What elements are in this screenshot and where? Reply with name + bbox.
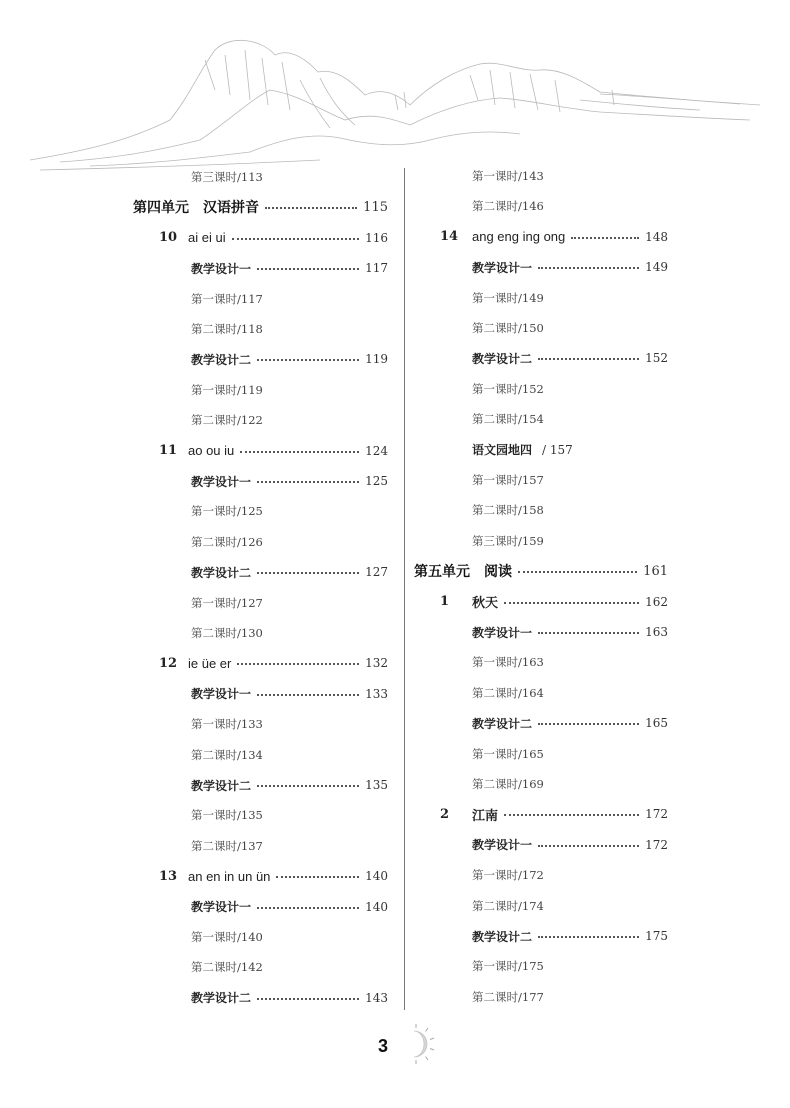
toc-page-number: 140 <box>240 930 263 944</box>
toc-page-number: 135 <box>240 808 263 823</box>
toc-entry-design <box>472 926 668 946</box>
toc-entry-period <box>191 532 263 552</box>
toc-entry-title: 第一课时/ <box>472 290 522 305</box>
toc-entry-period <box>191 410 263 430</box>
toc-entry-period <box>472 744 544 764</box>
toc-page-number: 134 <box>240 747 263 762</box>
toc-entry-design <box>191 349 388 369</box>
toc-entry-period <box>472 683 544 703</box>
toc-entry-period <box>191 623 263 643</box>
dot-leader <box>538 632 639 634</box>
lesson-number: 11 <box>159 443 178 459</box>
toc-page-number: 140 <box>365 869 388 884</box>
toc-entry-period <box>191 501 263 521</box>
toc-entry-unit <box>133 197 388 217</box>
toc-entry-period <box>191 927 263 947</box>
dot-leader <box>538 267 639 269</box>
toc-entry-title: 教学设计一 <box>472 625 533 640</box>
toc-entry-period <box>472 166 544 186</box>
toc-entry-lesson <box>159 866 388 886</box>
dot-leader <box>257 998 359 1000</box>
toc-entry-period <box>472 987 544 1007</box>
toc-page-number: 118 <box>240 322 263 336</box>
toc-entry-title: 教学设计二 <box>191 352 252 367</box>
toc-page-number: 149 <box>521 290 544 305</box>
toc-entry-period <box>472 652 544 672</box>
toc-entry-title: 教学设计一 <box>191 900 252 915</box>
dot-leader <box>276 876 359 878</box>
toc-page-number: 119 <box>240 382 263 397</box>
toc-page-number: 152 <box>645 351 668 366</box>
toc-entry-period <box>472 865 544 885</box>
dot-leader <box>538 723 639 725</box>
lesson-number: 1 <box>440 594 450 610</box>
toc-entry-title: 第一课时/ <box>191 382 241 397</box>
toc-entry-title: 语文园地四 <box>472 443 533 458</box>
toc-entry-title: 教学设计一 <box>191 261 252 276</box>
dot-leader <box>518 571 637 573</box>
toc-page-number: 133 <box>240 717 263 732</box>
toc-page-number: 137 <box>240 838 263 853</box>
dot-leader <box>538 358 639 360</box>
toc-page-number: 143 <box>521 169 544 183</box>
toc-entry-title: 教学设计一 <box>472 838 533 853</box>
lesson-number: 2 <box>440 806 450 822</box>
toc-page-number: 152 <box>521 381 544 396</box>
dot-leader <box>237 663 359 665</box>
toc-entry-period <box>191 957 263 977</box>
toc-entry-design <box>472 257 668 277</box>
toc-entry-period <box>472 379 544 399</box>
toc-page-number: 133 <box>365 686 388 701</box>
toc-entry-title: 第二课时/ <box>472 898 522 913</box>
toc-entry-title: ang eng ing ong <box>472 229 566 245</box>
toc-entry-title: 第一课时/ <box>191 595 241 610</box>
toc-entry-title: 第二课时/ <box>472 685 522 700</box>
toc-page-number: 117 <box>240 291 263 306</box>
toc-page-number: 125 <box>365 474 388 488</box>
toc-page-number: 175 <box>645 929 668 943</box>
toc-entry-design <box>191 684 388 704</box>
toc-page-number: 154 <box>521 412 544 427</box>
toc-entry-design <box>472 622 668 642</box>
toc-entry-title: 第二课时/ <box>472 321 522 335</box>
toc-entry-period <box>191 805 263 825</box>
toc-entry-title: an en in un ün <box>188 868 271 884</box>
toc-entry-title: 教学设计二 <box>472 929 533 944</box>
dot-leader <box>571 237 639 239</box>
toc-entry-title: 第二课时/ <box>191 747 241 762</box>
toc-entry-title: 第二课时/ <box>191 413 241 428</box>
dot-leader <box>257 359 359 361</box>
toc-entry-title: 秋天 <box>472 596 499 612</box>
dot-leader <box>257 694 359 696</box>
toc-page-number: 165 <box>645 716 668 731</box>
dot-leader <box>232 238 360 240</box>
toc-entry-title: 第一课时/ <box>472 655 522 670</box>
toc-entry-period <box>472 531 544 551</box>
toc-entry-title: 教学设计二 <box>472 351 533 366</box>
toc-page-number: 148 <box>645 229 668 244</box>
toc-entry-title: 第一课时/ <box>191 717 241 732</box>
toc-page-number: 126 <box>240 534 263 549</box>
toc-page-number: 172 <box>645 837 668 852</box>
toc-page-number: 162 <box>645 594 668 609</box>
toc-entry-title: 第二课时/ <box>472 989 522 1004</box>
toc-entry-title: 教学设计二 <box>191 565 252 580</box>
toc-entry-design <box>472 713 668 733</box>
toc-page-number: 172 <box>645 807 668 822</box>
toc-entry-period <box>191 745 263 765</box>
toc-entry-period <box>472 774 544 794</box>
toc-entry-design <box>472 835 668 855</box>
dot-leader <box>240 451 359 453</box>
toc-page-number: 127 <box>240 595 263 610</box>
toc-entry-title: 第一课时/ <box>472 959 522 974</box>
toc-entry-title: 第二课时/ <box>472 777 522 791</box>
toc-page-number: 119 <box>365 352 388 367</box>
toc-page-number: 113 <box>240 170 263 184</box>
toc-page-number: 143 <box>365 990 388 1005</box>
toc-entry-period <box>191 714 263 734</box>
toc-entry-period <box>191 289 263 309</box>
toc-entry-title: 第五单元 阅读 <box>414 564 512 581</box>
toc-page-number: 122 <box>240 413 263 428</box>
toc-entry-title: 教学设计一 <box>191 687 252 702</box>
dot-leader <box>538 936 639 938</box>
toc-entry-lesson <box>159 441 388 461</box>
dot-leader <box>257 572 359 574</box>
dot-leader <box>257 481 359 483</box>
toc-page-number: 115 <box>363 199 388 215</box>
toc-entry-title: 第四单元 汉语拼音 <box>133 200 259 217</box>
toc-page-number: 125 <box>240 504 263 519</box>
lesson-number: 13 <box>159 868 178 884</box>
toc-page-number: 149 <box>645 260 668 275</box>
toc-page-number: 130 <box>240 626 263 640</box>
toc-entry-period <box>191 167 263 187</box>
toc-page-number: 163 <box>521 655 544 670</box>
toc-page-number: 124 <box>365 443 388 458</box>
toc-entry-title: ao ou iu <box>188 443 235 459</box>
toc-entry-period <box>191 319 263 339</box>
toc-page-number: 172 <box>521 868 544 883</box>
column-divider <box>404 168 405 1010</box>
toc-entry-period <box>472 196 544 216</box>
lesson-number: 12 <box>159 655 178 671</box>
toc-page-number: 132 <box>365 656 388 671</box>
toc-entry-design <box>191 471 388 491</box>
toc-entry-period <box>472 956 544 976</box>
dot-leader <box>257 907 359 909</box>
toc-entry-title: 第二课时/ <box>191 838 241 853</box>
toc-entry-yuwen <box>472 440 573 460</box>
toc-page-number: 158 <box>521 503 544 518</box>
toc-page-number: 163 <box>645 625 668 639</box>
toc-entry-design <box>191 897 388 917</box>
toc-page-number: 164 <box>521 685 544 700</box>
toc-page-number: 161 <box>643 563 668 579</box>
toc-entry-lesson <box>159 228 388 248</box>
toc-entry-title: 第一课时/ <box>472 868 522 883</box>
toc-page-number: 157 <box>521 473 544 487</box>
toc-entry-title: 第一课时/ <box>472 746 522 761</box>
toc-entry-design <box>472 348 668 368</box>
toc-entry-period <box>472 318 544 338</box>
toc-entry-title: 教学设计二 <box>191 991 252 1006</box>
toc-entry-lesson-cn <box>440 804 668 824</box>
toc-entry-title: 第三课时/ <box>472 533 522 548</box>
toc-entry-lesson-cn <box>440 592 668 612</box>
toc-page-number: 165 <box>521 746 544 761</box>
toc-entry-title: 第二课时/ <box>472 412 522 427</box>
dot-leader <box>257 268 359 270</box>
toc-entry-title: 第二课时/ <box>191 960 241 975</box>
toc-entry-period <box>472 470 544 490</box>
dot-leader <box>265 207 357 209</box>
toc-entry-title: 教学设计二 <box>191 778 252 793</box>
toc-entry-title: 第一课时/ <box>191 808 241 823</box>
toc-page-number: 127 <box>365 565 388 580</box>
toc-entry-design <box>191 258 388 278</box>
dot-leader <box>504 814 639 816</box>
toc-entry-unit <box>414 561 668 581</box>
dot-leader <box>538 845 639 847</box>
toc-entry-title: 第二课时/ <box>191 626 241 640</box>
toc-entry-period <box>191 836 263 856</box>
toc-entry-design <box>191 775 388 795</box>
toc-entry-title: 第一课时/ <box>472 473 522 487</box>
toc-page-number: 116 <box>365 230 388 245</box>
toc-entry-title: 第二课时/ <box>472 503 522 518</box>
toc-page-number: 140 <box>365 899 388 914</box>
toc-page-number: 135 <box>365 778 388 792</box>
toc-entry-title: 第三课时/ <box>191 170 241 184</box>
toc-entry-design <box>191 988 388 1008</box>
toc-entry-lesson <box>159 653 388 673</box>
toc-entry-title: 第二课时/ <box>191 534 241 549</box>
toc-page-number: 174 <box>521 898 544 913</box>
crescent-moon-icon <box>394 1022 438 1066</box>
toc-page-number: 177 <box>521 989 544 1004</box>
toc-page-number: 117 <box>365 261 388 276</box>
toc-entry-title: ie üe er <box>188 655 232 671</box>
toc-entry-title: 第一课时/ <box>472 169 522 183</box>
toc-page-number: 142 <box>240 960 263 975</box>
toc-page-number: 146 <box>521 199 544 214</box>
toc-entry-title: 第一课时/ <box>191 504 241 519</box>
toc-entry-lesson <box>440 227 668 247</box>
toc-entry-period <box>191 593 263 613</box>
toc-page-number: 159 <box>521 533 544 548</box>
toc-entry-title: 教学设计二 <box>472 716 533 731</box>
toc-entry-title: 第一课时/ <box>472 381 522 396</box>
dot-leader <box>257 785 359 787</box>
toc-entry-design <box>191 562 388 582</box>
lesson-number: 10 <box>159 230 178 246</box>
dot-leader <box>504 602 639 604</box>
toc-entry-title: 教学设计一 <box>191 474 252 489</box>
toc-entry-title: 教学设计一 <box>472 260 533 275</box>
toc-entry-period <box>472 409 544 429</box>
toc-page-number: 175 <box>521 959 544 974</box>
landscape-illustration <box>0 0 790 200</box>
toc-entry-period <box>472 896 544 916</box>
toc-entry-title: ai ei ui <box>188 230 226 246</box>
toc-entry-period <box>191 380 263 400</box>
toc-entry-title: 第二课时/ <box>191 322 241 336</box>
toc-entry-period <box>472 500 544 520</box>
toc-entry-title: 第一课时/ <box>191 930 241 944</box>
toc-entry-title: 第一课时/ <box>191 291 241 306</box>
toc-page-number: 169 <box>521 777 544 791</box>
toc-entry-title: 第二课时/ <box>472 199 522 214</box>
page-number: 3 <box>378 1036 389 1056</box>
toc-page-number: / 157 <box>542 442 573 457</box>
toc-entry-period <box>472 288 544 308</box>
toc-entry-title: 江南 <box>472 808 499 824</box>
toc-page-number: 150 <box>521 321 544 335</box>
lesson-number: 14 <box>440 229 459 245</box>
